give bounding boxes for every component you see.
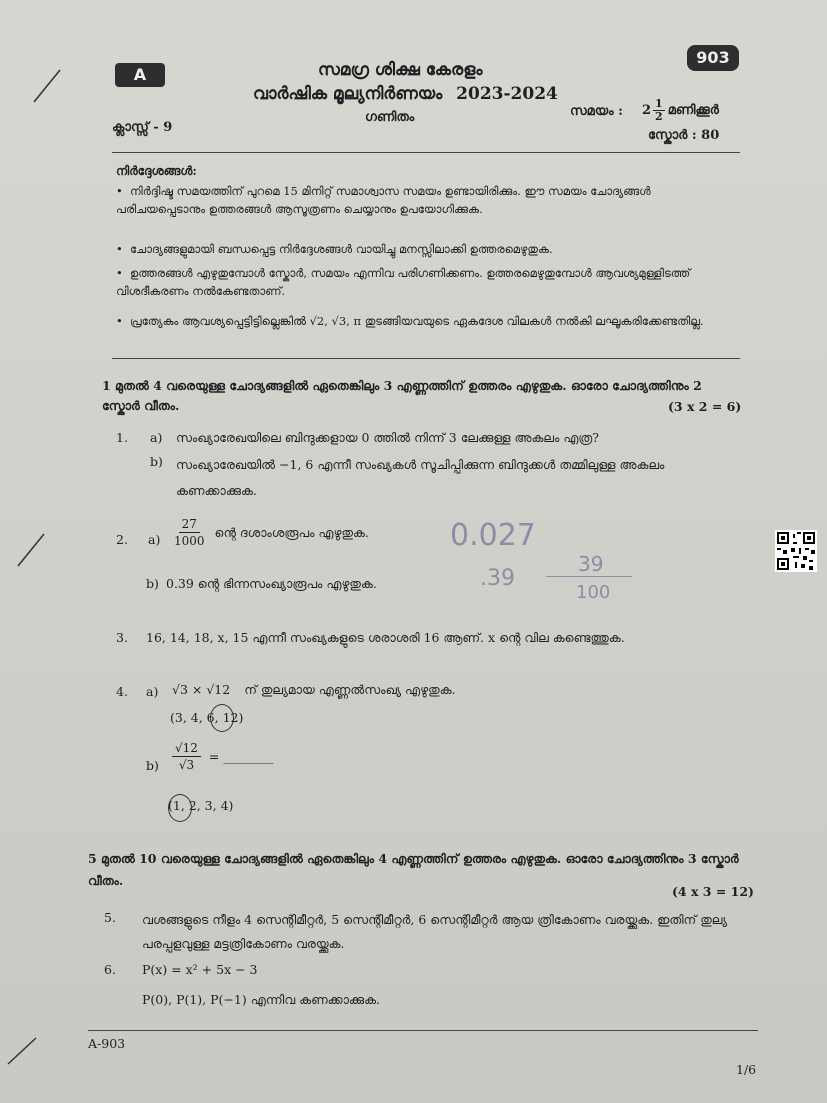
q2-number: 2. <box>116 532 128 547</box>
q1b-label: b) <box>150 454 163 469</box>
q4b-equals-blank: = ________ <box>208 749 274 764</box>
series-label: A <box>115 63 165 87</box>
instruction-text-1: നിർദ്ദിഷ്ട സമയത്തിന് പുറമെ 15 മിനിറ്റ് സമാശ്വാസ സമയം ഉണ്ടായിരിക്കും. ഈ സമയം ചോദ്യങ്ങൾ പരിചയപ്പെടാനും ഉത്തരങ്ങൾ ആസൂത്രണം ചെയ്യാനും ഉപയോഗിക്കുക. <box>116 184 651 216</box>
instruction-text-2: ചോദ്യങ്ങളുമായി ബന്ധപ്പെട്ട നിർദ്ദേശങ്ങൾ വായിച്ചു മനസ്സിലാക്കി ഉത്തരമെഴുതുക. <box>130 242 553 256</box>
instruction-item-2 <box>116 240 716 258</box>
qr-code-graphic <box>775 530 817 572</box>
q4a-answer-circle <box>210 704 234 732</box>
subject-title: ഗണിതം <box>365 110 415 125</box>
page-number: 1/6 <box>736 1062 757 1077</box>
footer-code: A-903 <box>88 1036 126 1051</box>
section1-instruction: 1 മുതൽ 4 വരെയുള്ള ചോദ്യങ്ങളിൽ ഏതെങ്കിലും 3 എണ്ണത്തിന് ഉത്തരം എഴുതുക. ഓരോ ചോദ്യത്തിനും 2 സ്കോർ വീതം. <box>102 378 702 413</box>
q3-text: 16, 14, 18, x, 15 എന്നീ സംഖ്യകളുടെ ശരാശരി 16 ആണ്. x ന്റെ വില കണ്ടെത്തുക. <box>146 630 625 645</box>
q2a-text: ന്റെ ദശാംശരൂപം എഴുതുക. <box>214 524 369 540</box>
pencil-mark-bottom <box>6 1030 46 1070</box>
q4a-label: a) <box>146 684 159 699</box>
q2a-fraction-num: 27 <box>179 516 200 533</box>
footer-divider <box>88 1030 758 1031</box>
q5-number: 5. <box>104 910 116 925</box>
q4a-text: ന് തുല്യമായ എണ്ണൽസംഖ്യ എഴുതുക. <box>244 682 456 697</box>
org-title: സമഗ്ര ശിക്ഷ കേരളം <box>318 60 483 80</box>
q4b-line <box>168 740 273 773</box>
exam-title-text: വാർഷിക മൂല്യനിർണയം <box>253 84 443 104</box>
q4b-fraction-den: √3 <box>178 758 195 772</box>
q2a-line <box>170 516 369 549</box>
instructions-heading: നിർദ്ദേശങ്ങൾ: <box>116 164 197 178</box>
q2a-fraction <box>174 516 205 549</box>
bullet: • <box>116 266 123 280</box>
time-fraction <box>653 98 665 123</box>
header-divider <box>112 152 740 153</box>
section2-instruction: 5 മുതൽ 10 വരെയുള്ള ചോദ്യങ്ങളിൽ ഏതെങ്കിലും 4 എണ്ണത്തിന് ഉത്തരം എഴുതുക. ഓരോ ചോദ്യത്തിനും 3 സ്കോർ വീതം. <box>88 851 739 888</box>
q2a-label: a) <box>148 532 161 547</box>
instructions-divider <box>112 358 740 359</box>
q6-text: P(0), P(1), P(−1) എന്നിവ കണക്കാക്കുക. <box>142 992 381 1007</box>
q4a-expression: √3 × √12 <box>172 682 231 697</box>
score-label: സ്കോർ : 80 <box>648 128 720 143</box>
q4-number: 4. <box>116 684 128 699</box>
paper-code-badge: 903 <box>687 45 739 71</box>
bullet: • <box>116 314 123 328</box>
q4b-fraction-num: √12 <box>172 740 201 757</box>
q2b-handwritten-decimal: .39 <box>480 566 515 591</box>
time-unit: മണിക്കൂർ <box>667 103 719 118</box>
pencil-mark-mid <box>14 530 54 570</box>
q4b-answer-circle <box>168 794 192 822</box>
q6-number: 6. <box>104 962 116 977</box>
q2b-text: 0.39 ന്റെ ഭിന്നസംഖ്യാരൂപം എഴുതുക. <box>166 576 377 591</box>
q2b-handwritten-num: 39 <box>578 552 604 576</box>
instruction-item-3 <box>116 264 716 300</box>
q2a-fraction-den: 1000 <box>174 534 205 548</box>
section2-marks: (4 x 3 = 12) <box>672 884 754 899</box>
pencil-mark-top <box>30 66 70 106</box>
section1-marks: (3 x 2 = 6) <box>668 399 742 414</box>
instruction-item-1 <box>116 182 716 218</box>
q4b-fraction <box>172 740 201 773</box>
qr-code-icon <box>775 530 817 572</box>
q6-polynomial: P(x) = x² + 5x − 3 <box>142 962 258 977</box>
q1a-text: സംഖ്യാരേഖയിലെ ബിന്ദുക്കളായ 0 ത്തിൽ നിന്ന് 3 ലേക്കുള്ള അകലം എത്ര? <box>176 430 599 445</box>
q1-number: 1. <box>116 430 128 445</box>
q2b-handwritten-den: 100 <box>576 582 611 603</box>
q4a-options: (3, 4, 6, 12) <box>170 710 244 725</box>
instruction-text-4: പ്രത്യേകം ആവശ്യപ്പെട്ടിട്ടില്ലെങ്കിൽ √2, √3, π തുടങ്ങിയവയുടെ ഏകദേശ വിലകൾ നൽകി ലഘൂകരിക്കേണ്ടതില്ല. <box>130 314 704 328</box>
time-value <box>642 98 719 123</box>
bullet: • <box>116 184 123 198</box>
q4b-options: (1, 2, 3, 4) <box>168 798 234 813</box>
q4a-line <box>172 682 456 698</box>
bullet: • <box>116 242 123 256</box>
q2b-handwritten-bar <box>546 576 632 577</box>
q5-text: വശങ്ങളുടെ നീളം 4 സെന്റിമീറ്റർ, 5 സെന്റിമീറ്റർ, 6 സെന്റിമീറ്റർ ആയ ത്രികോണം വരയ്ക്കുക. ഇതിന് തുല്യ പരപ്പളവുള്ള മട്ടത്രികോണം വരയ്ക്കുക. <box>142 912 728 951</box>
instruction-item-4 <box>116 312 716 330</box>
time-fraction-den: 2 <box>655 110 663 123</box>
time-whole: 2 <box>642 103 652 118</box>
time-fraction-num: 1 <box>655 97 663 110</box>
q1b-text: സംഖ്യാരേഖയിൽ −1, 6 എന്നീ സംഖ്യകൾ സൂചിപ്പിക്കുന്ന ബിന്ദുക്കൾ തമ്മിലുള്ള അകലം കണക്കാക്കുക. <box>176 457 665 498</box>
time-label: സമയം : <box>570 104 623 119</box>
q2a-handwritten-answer: 0.027 <box>450 518 536 553</box>
exam-year: 2023-2024 <box>456 84 558 104</box>
q2b-label: b) <box>146 576 159 591</box>
q4b-label: b) <box>146 758 159 773</box>
class-label: ക്ലാസ്സ് - 9 <box>112 120 173 135</box>
q3-number: 3. <box>116 630 128 645</box>
exam-title <box>253 84 558 104</box>
q1a-label: a) <box>150 430 163 445</box>
instruction-text-3: ഉത്തരങ്ങൾ എഴുതുമ്പോൾ സ്കോർ, സമയം എന്നിവ പരിഗണിക്കണം. ഉത്തരമെഴുതുമ്പോൾ ആവശ്യമുള്ളിടത്ത് വിശദീകരണം നൽകേണ്ടതാണ്. <box>116 266 691 298</box>
